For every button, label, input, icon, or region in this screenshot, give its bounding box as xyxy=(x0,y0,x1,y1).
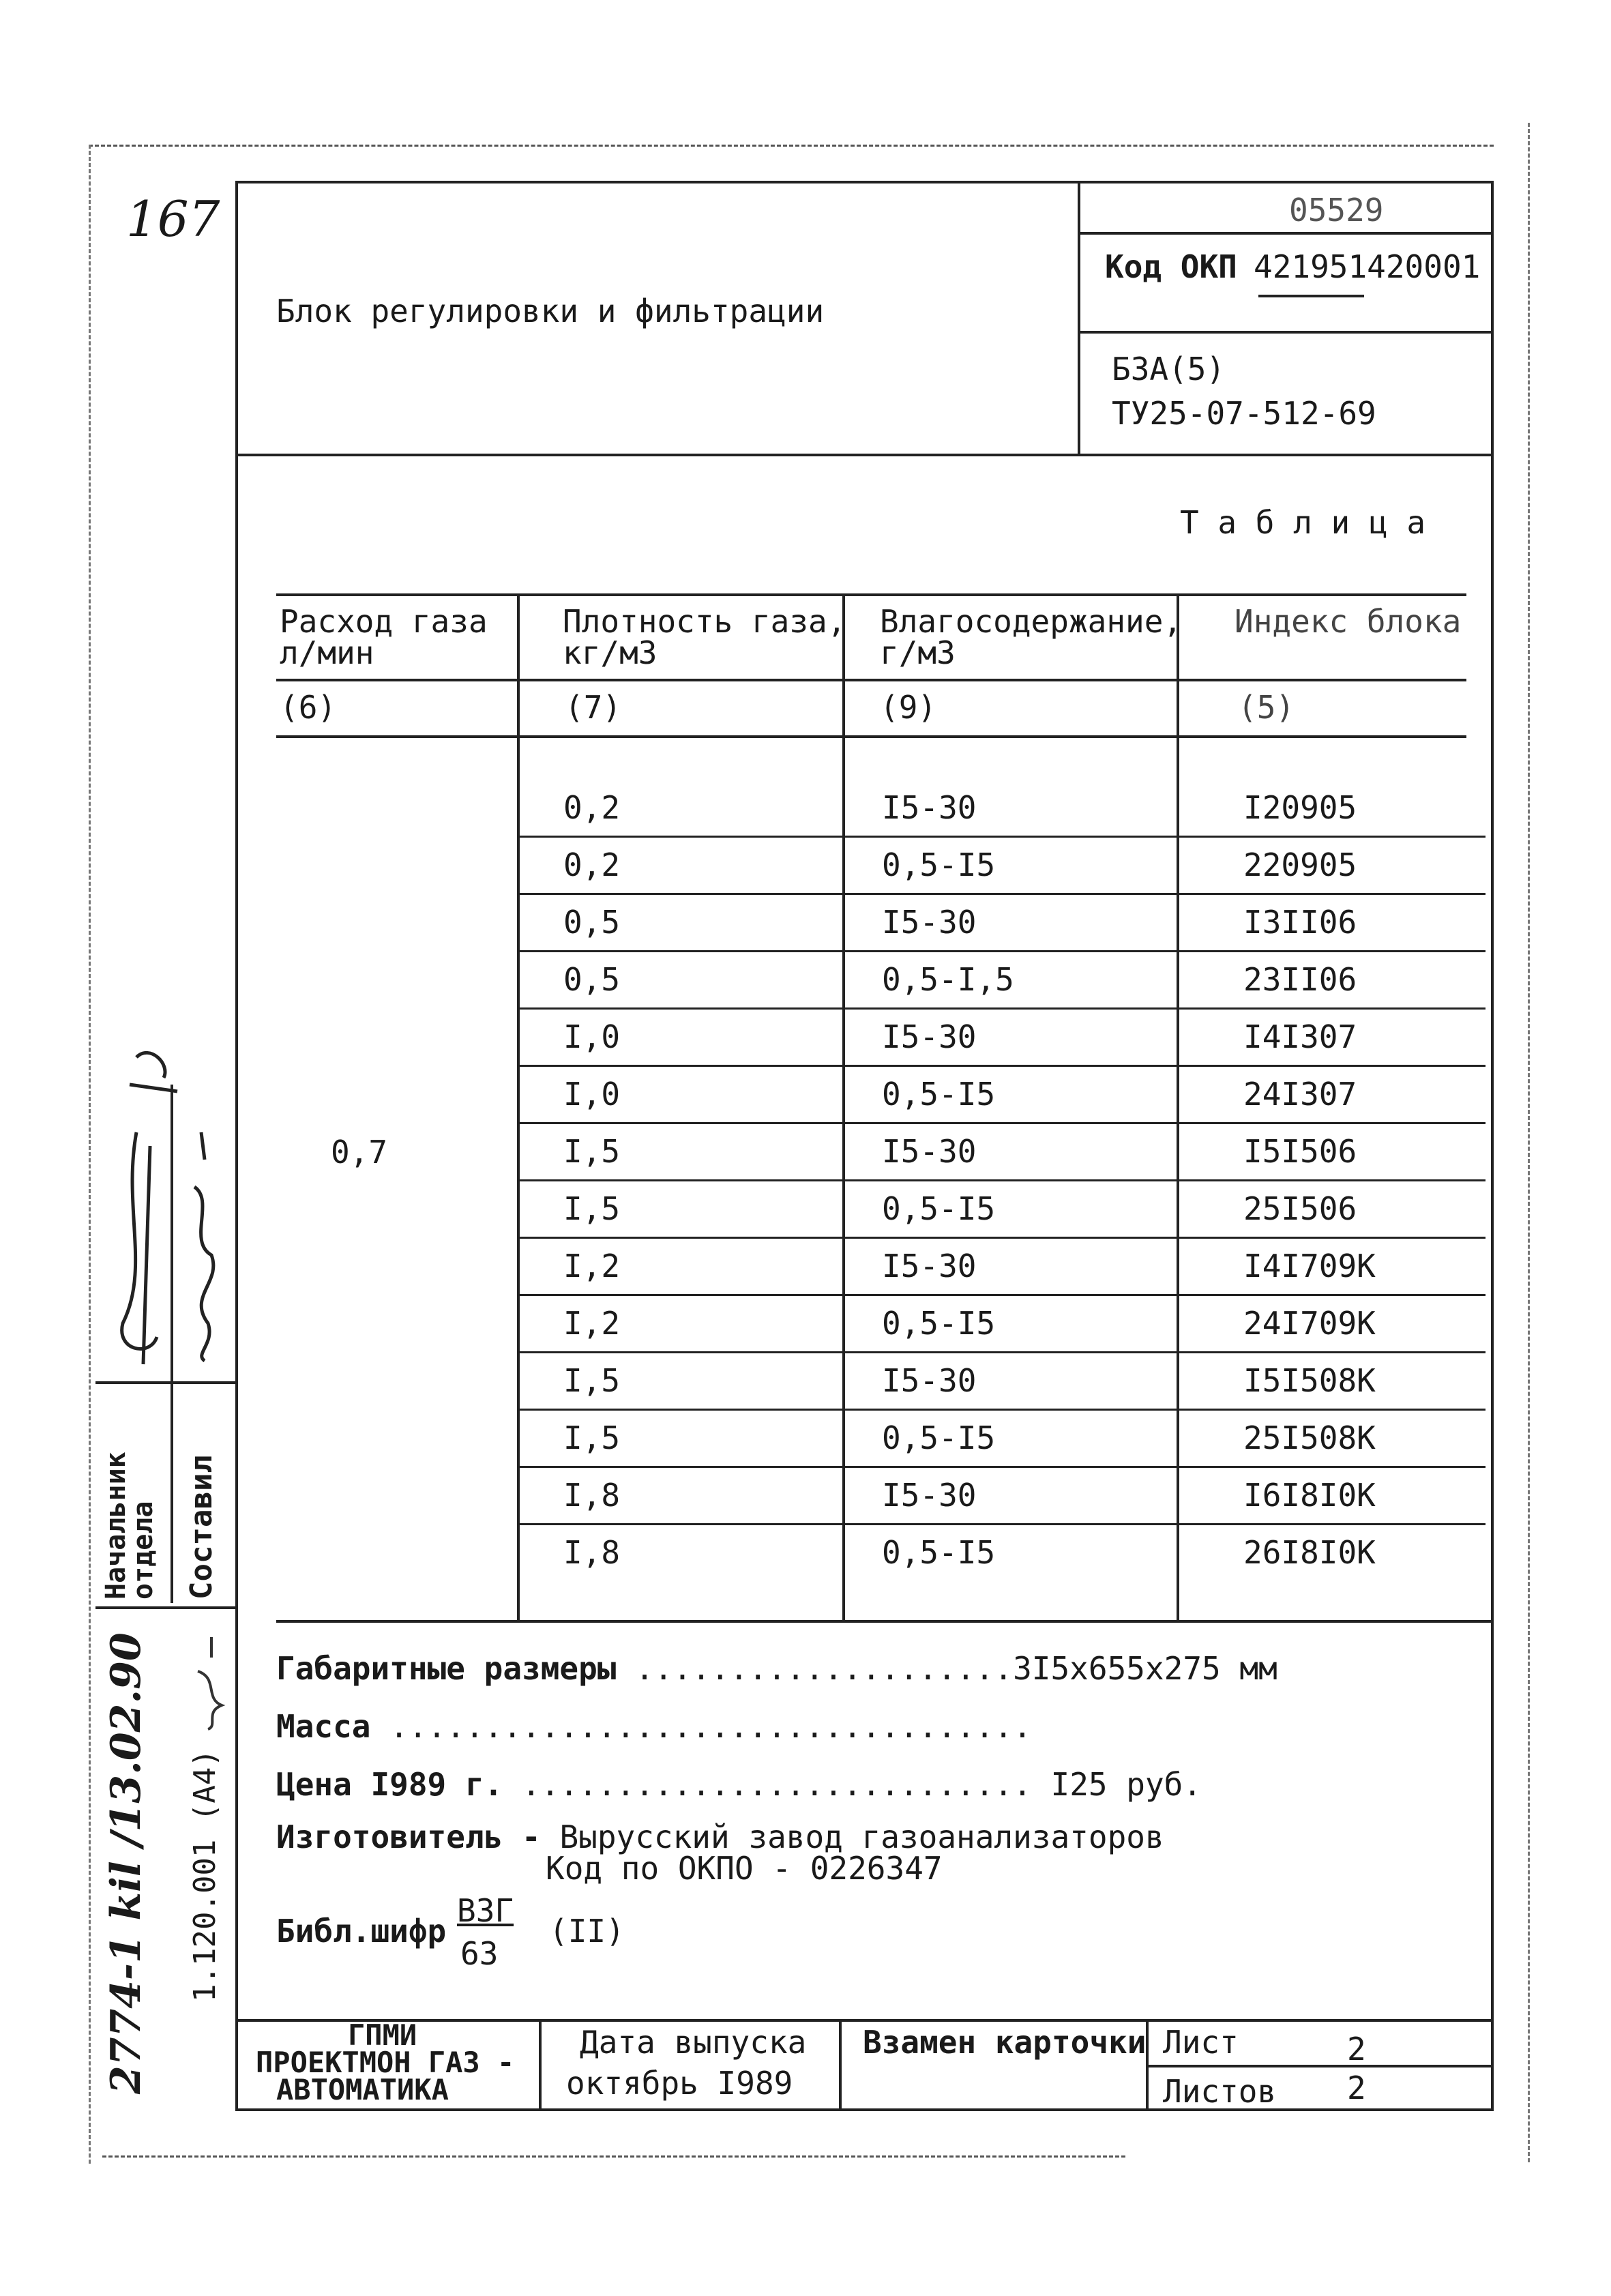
index-cell: I5I506 xyxy=(1243,1133,1357,1170)
index-cell: 25I506 xyxy=(1243,1190,1357,1227)
signature-small xyxy=(191,1630,232,1733)
index-cell: I4I307 xyxy=(1243,1018,1357,1055)
moisture-cell: I5-30 xyxy=(882,789,977,826)
col-header-flow xyxy=(280,603,488,671)
density-cell: I,2 xyxy=(563,1248,621,1284)
page-number: 167 xyxy=(126,190,220,248)
density-cell: I,5 xyxy=(563,1362,621,1399)
manufacturer-code: Код по ОКПО - 0226347 xyxy=(546,1850,943,1887)
table-row xyxy=(517,1354,1486,1411)
org-line-2: ПРОЕКТМОН ГАЗ - xyxy=(256,2046,515,2079)
col-header-density-line2: кг/м3 xyxy=(563,634,657,671)
footer-top-rule xyxy=(235,2019,1494,2022)
density-cell: I,8 xyxy=(563,1477,621,1514)
model-code: БЗА(5) xyxy=(1112,351,1226,387)
mass-label: Масса xyxy=(276,1708,371,1745)
tu-code: ТУ25-07-512-69 xyxy=(1112,395,1376,432)
density-cell: 0,2 xyxy=(563,847,621,883)
sheet-label: Лист xyxy=(1163,2024,1239,2061)
footer-divider-2 xyxy=(839,2019,842,2111)
moisture-cell: 0,5-I5 xyxy=(882,1305,996,1342)
release-date-value: октябрь I989 xyxy=(566,2065,793,2102)
footer-divider-1 xyxy=(539,2019,542,2111)
org-line-1: ГПМИ xyxy=(348,2018,417,2052)
card-number: 05529 xyxy=(1289,192,1384,229)
row-rule xyxy=(517,1007,1486,1010)
col-header-flow-line1: Расход газа xyxy=(280,603,488,640)
index-cell: 26I8I0K xyxy=(1243,1534,1376,1571)
biblio-extra: (II) xyxy=(549,1913,625,1949)
density-cell: I,0 xyxy=(563,1076,621,1113)
header-divider xyxy=(1078,181,1080,454)
head-label-line2: отдела xyxy=(128,1501,159,1600)
manufacturer-name: Вырусский завод газоанализаторов xyxy=(559,1819,1164,1855)
moisture-cell: I5-30 xyxy=(882,1248,977,1284)
moisture-cell: 0,5-I5 xyxy=(882,1190,996,1227)
table-row xyxy=(517,1526,1486,1583)
col-header-moisture xyxy=(880,603,1183,671)
table-row xyxy=(517,781,1486,838)
index-cell: 25I508K xyxy=(1243,1419,1376,1456)
moisture-cell: I5-30 xyxy=(882,1133,977,1170)
col-header-index xyxy=(1235,603,1462,640)
header-right-rule-1 xyxy=(1078,232,1494,235)
table-row xyxy=(517,1469,1486,1526)
table-row xyxy=(517,1411,1486,1469)
table-row xyxy=(517,1182,1486,1239)
row-rule xyxy=(517,1466,1486,1468)
product-title: Блок регулировки и фильтрации xyxy=(276,293,825,329)
okp-underline xyxy=(1258,295,1364,297)
index-cell: I5I508K xyxy=(1243,1362,1376,1399)
left-edge-line xyxy=(89,145,91,2164)
index-cell: I3II06 xyxy=(1243,904,1357,941)
table-codes-rule xyxy=(276,735,1466,738)
density-cell: 0,5 xyxy=(563,961,621,998)
density-cell: I,8 xyxy=(563,1534,621,1571)
row-rule xyxy=(517,893,1486,895)
table-row xyxy=(517,953,1486,1010)
col-header-index-line1: Индекс блока xyxy=(1235,603,1462,640)
table-row xyxy=(517,1297,1486,1354)
dimensions-label: Габаритные размеры xyxy=(276,1650,617,1687)
author-label: Составил xyxy=(184,1455,219,1600)
moisture-cell: 0,5-I5 xyxy=(882,1076,996,1113)
release-date-label: Дата выпуска xyxy=(580,2024,807,2061)
moisture-cell: 0,5-I5 xyxy=(882,847,996,883)
density-cell: 0,2 xyxy=(563,789,621,826)
col-header-moisture-line2: г/м3 xyxy=(880,634,956,671)
okp-code: 421951420001 xyxy=(1254,248,1481,285)
form-code: 1.120.001 (А4) xyxy=(188,1749,222,2002)
row-rule xyxy=(517,1179,1486,1181)
bottom-edge-line xyxy=(102,2155,1125,2158)
biblio-numerator: ВЗГ xyxy=(457,1892,514,1929)
row-rule xyxy=(517,1409,1486,1411)
col-header-density xyxy=(563,603,846,671)
density-cell: I,5 xyxy=(563,1419,621,1456)
density-cell: I,0 xyxy=(563,1018,621,1055)
index-cell: 220905 xyxy=(1243,847,1357,883)
header-bottom-rule xyxy=(235,454,1494,456)
param-code-density: (7) xyxy=(565,689,622,726)
biblio-label: Библ.шифр xyxy=(276,1913,447,1949)
spec-price xyxy=(276,1767,1202,1803)
table-header-rule xyxy=(276,679,1466,681)
moisture-cell: I5-30 xyxy=(882,904,977,941)
index-cell: I4I709K xyxy=(1243,1248,1376,1284)
dimensions-value: 3I5x655x275 мм xyxy=(1013,1650,1277,1687)
sheets-label: Листов xyxy=(1163,2073,1277,2110)
index-cell: 23II06 xyxy=(1243,961,1357,998)
table-bottom-rule xyxy=(276,1620,1494,1623)
header-right-rule-2 xyxy=(1078,331,1494,334)
index-cell: I6I8I0K xyxy=(1243,1477,1376,1514)
table-body xyxy=(517,781,1486,1583)
row-rule xyxy=(517,950,1486,952)
price-label: Цена I989 г. xyxy=(276,1766,503,1803)
footer-sheet-rule xyxy=(1146,2065,1494,2067)
moisture-cell: 0,5-I5 xyxy=(882,1419,996,1456)
index-cell: 24I307 xyxy=(1243,1076,1357,1113)
table-caption: Т а б л и ц а xyxy=(1180,504,1426,541)
signature-author xyxy=(174,1119,235,1364)
table-row xyxy=(517,1239,1486,1297)
table-top-rule xyxy=(276,593,1466,596)
moisture-cell: 0,5-I5 xyxy=(882,1534,996,1571)
row-rule xyxy=(517,1237,1486,1239)
index-cell: I20905 xyxy=(1243,789,1357,826)
spec-mass xyxy=(276,1709,1032,1745)
moisture-cell: I5-30 xyxy=(882,1362,977,1399)
head-of-department-label xyxy=(102,1452,157,1600)
head-label-line1: Начальник xyxy=(100,1452,132,1600)
replaces-label: Взамен карточки xyxy=(863,2024,1147,2061)
table-row xyxy=(517,896,1486,953)
row-rule xyxy=(517,1523,1486,1525)
moisture-cell: I5-30 xyxy=(882,1018,977,1055)
density-cell: I,5 xyxy=(563,1133,621,1170)
col-header-density-line1: Плотность газа, xyxy=(563,603,846,640)
table-row xyxy=(517,1125,1486,1182)
moisture-cell: I5-30 xyxy=(882,1477,977,1514)
signature-head xyxy=(95,1037,184,1378)
sheet-value: 2 xyxy=(1347,2031,1366,2067)
table-row xyxy=(517,1068,1486,1125)
flow-value: 0,7 xyxy=(331,1134,388,1171)
density-cell: 0,5 xyxy=(563,904,621,941)
right-edge-line xyxy=(1528,123,1530,2162)
dimensions-dots: .................... xyxy=(635,1650,1014,1687)
moisture-cell: 0,5-I,5 xyxy=(882,961,1014,998)
side-signature-rule xyxy=(95,1381,235,1384)
mass-dots: .................................. xyxy=(389,1708,1032,1745)
spec-manufacturer xyxy=(276,1821,1164,1853)
row-rule xyxy=(517,1122,1486,1124)
price-dots: ........................... xyxy=(522,1766,1032,1803)
manufacturer-label: Изготовитель - xyxy=(276,1819,541,1855)
param-code-moisture: (9) xyxy=(880,689,937,726)
density-cell: I,2 xyxy=(563,1305,621,1342)
index-cell: 24I709K xyxy=(1243,1305,1376,1342)
table-row xyxy=(517,1010,1486,1068)
col-header-flow-line2: л/мин xyxy=(280,634,374,671)
param-code-flow: (6) xyxy=(280,689,337,726)
col-header-moisture-line1: Влагосодержание, xyxy=(880,603,1183,640)
org-line-3: АВТОМАТИКА xyxy=(276,2073,449,2106)
sheets-value: 2 xyxy=(1347,2070,1366,2106)
row-rule xyxy=(517,1351,1486,1353)
price-value: I25 руб. xyxy=(1050,1766,1202,1803)
param-code-index: (5) xyxy=(1238,689,1295,726)
okp-label: Код ОКП xyxy=(1105,248,1237,285)
row-rule xyxy=(517,1065,1486,1067)
side-label-rule xyxy=(95,1606,235,1609)
row-rule xyxy=(517,1294,1486,1296)
spec-dimensions xyxy=(276,1651,1277,1687)
table-row xyxy=(517,838,1486,896)
biblio-denominator: 63 xyxy=(460,1935,499,1972)
density-cell: I,5 xyxy=(563,1190,621,1227)
row-rule xyxy=(517,836,1486,838)
handwritten-stamp: 2774-1 kil /13.02.90 xyxy=(102,1632,150,2094)
top-edge-line xyxy=(89,145,1494,147)
